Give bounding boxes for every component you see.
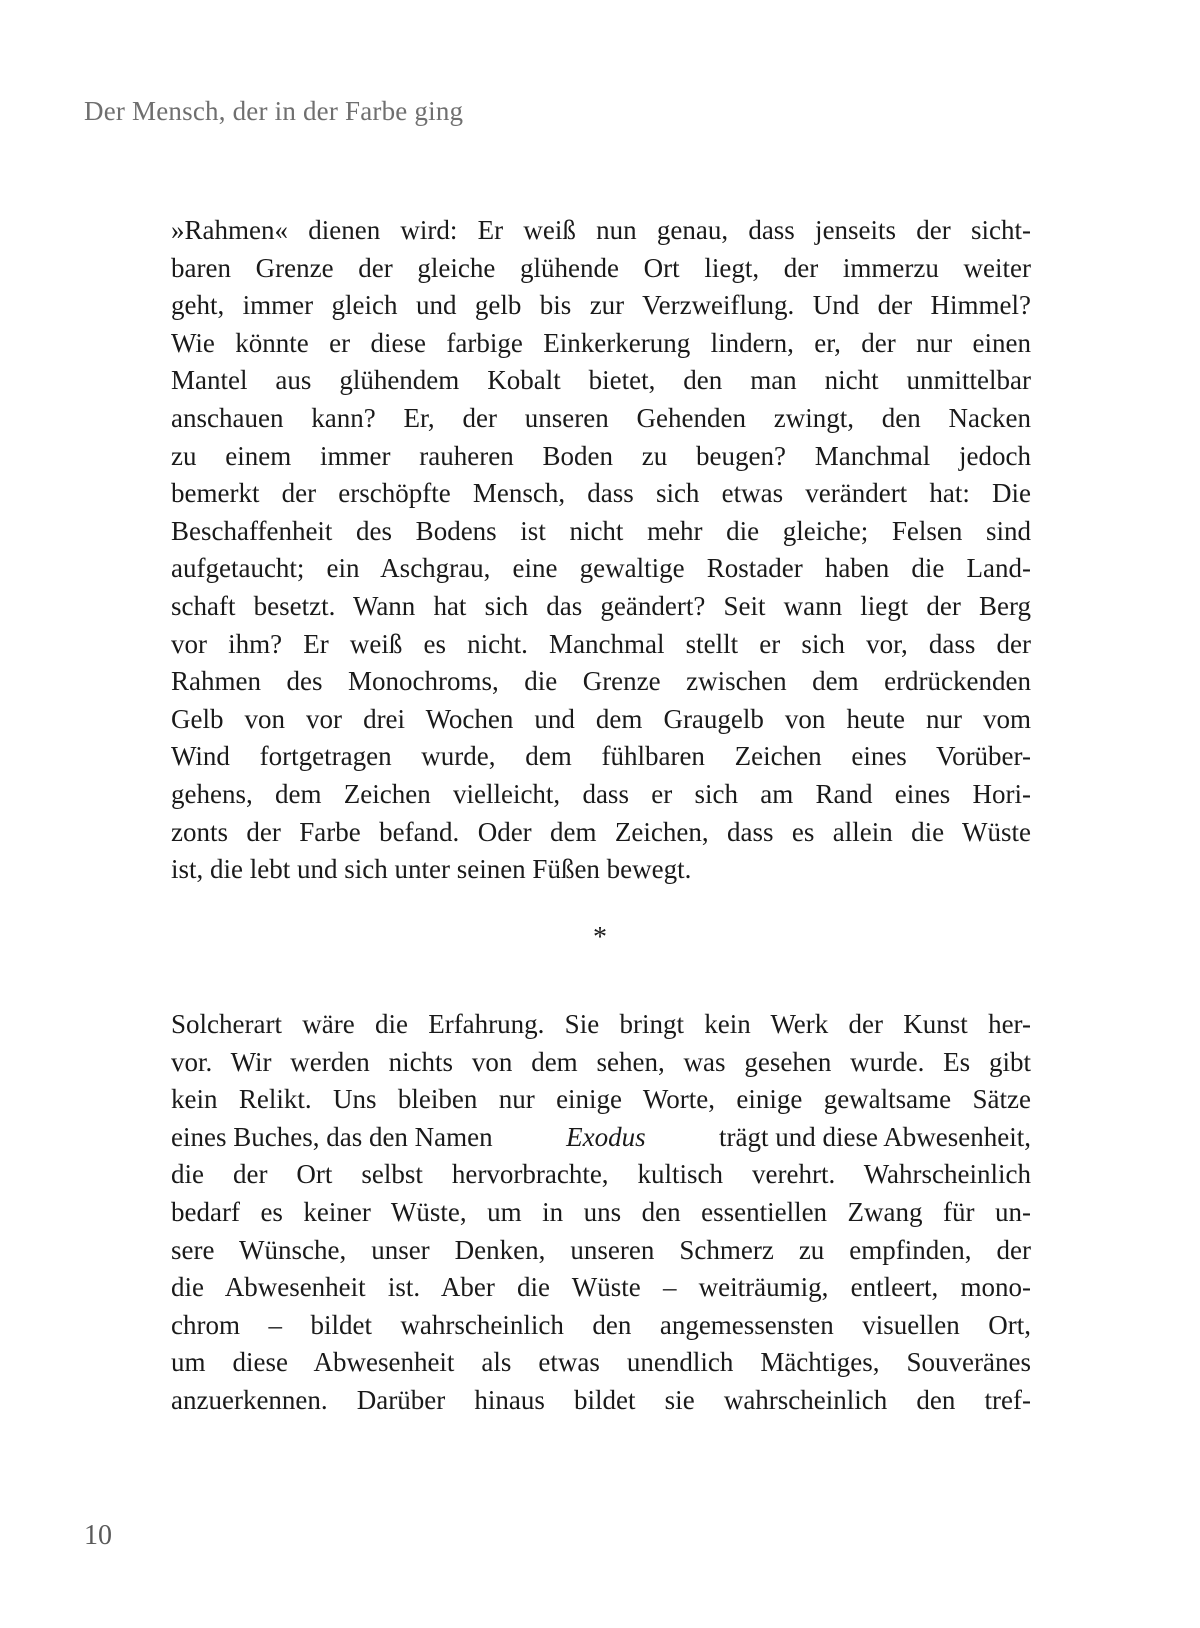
text-line: aufgetaucht; ein Aschgrau, eine gewaltige Rostader haben die Land-	[171, 553, 1031, 584]
text-line: vor ihm? Er weiß es nicht. Manchmal stellt er sich vor, dass der	[171, 628, 1031, 659]
text-line	[171, 1119, 1031, 1157]
text-line: vor. Wir werden nichts von dem sehen, was gesehen wurde. Es gibt	[171, 1046, 1031, 1077]
text-line: anschauen kann? Er, der unseren Gehenden zwingt, den Nacken	[171, 402, 1031, 433]
text-line: Beschaffenheit des Bodens ist nicht mehr die gleiche; Felsen sind	[171, 515, 1031, 546]
text-line: sere Wünsche, unser Denken, unseren Schmerz zu empfinden, der	[171, 1234, 1031, 1265]
text-line: kein Relikt. Uns bleiben nur einige Worte, einige gewaltsame Sätze	[171, 1084, 1031, 1115]
text-line: Mantel aus glühendem Kobalt bietet, den man nicht unmittelbar	[171, 365, 1031, 396]
text-line: zu einem immer rauheren Boden zu beugen? Manchmal jedoch	[171, 440, 1031, 471]
text-line: ist, die lebt und sich unter seinen Füßen bewegt.	[171, 854, 692, 885]
text-line: Wie könnte er diese farbige Einkerkerung lindern, er, der nur einen	[171, 327, 1031, 358]
text-line: zonts der Farbe befand. Oder dem Zeichen, dass es allein die Wüste	[171, 816, 1031, 847]
section-separator: *	[593, 922, 607, 953]
text-line: bemerkt der erschöpfte Mensch, dass sich etwas verändert hat: Die	[171, 478, 1031, 509]
text-line: »Rahmen« dienen wird: Er weiß nun genau, dass jenseits der sicht-	[171, 215, 1031, 245]
text-line: schaft besetzt. Wann hat sich das geändert? Seit wann liegt der Berg	[171, 590, 1031, 621]
running-head: Der Mensch, der in der Farbe ging	[84, 96, 464, 126]
paragraph-1	[171, 212, 1031, 889]
text-line: baren Grenze der gleiche glühende Ort liegt, der immerzu weiter	[171, 252, 1031, 283]
book-title-italic: Exodus	[566, 1121, 646, 1152]
paragraph-2	[171, 1006, 1031, 1420]
text-line: die Abwesenheit ist. Aber die Wüste – weiträumig, entleert, mono-	[171, 1272, 1031, 1303]
text-line: Rahmen des Monochroms, die Grenze zwischen dem erdrückenden	[171, 666, 1031, 697]
text-line: chrom – bildet wahrscheinlich den angemessensten visuellen Ort,	[171, 1309, 1031, 1340]
text-line: Wind fortgetragen wurde, dem fühlbaren Zeichen eines Vorüber-	[171, 741, 1031, 772]
text-segment: trägt und diese Abwesenheit,	[719, 1121, 1031, 1152]
text-line: um diese Abwesenheit als etwas unendlich Mächtiges, Souveränes	[171, 1347, 1031, 1378]
text-line: anzuerkennen. Darüber hinaus bildet sie wahrscheinlich den tref-	[171, 1384, 1031, 1415]
text-line: Gelb von vor drei Wochen und dem Graugelb von heute nur vom	[171, 703, 1031, 734]
text-line: gehens, dem Zeichen vielleicht, dass er sich am Rand eines Hori-	[171, 778, 1031, 809]
text-segment: eines Buches, das den Namen	[171, 1121, 493, 1152]
text-line: bedarf es keiner Wüste, um in uns den essentiellen Zwang für un-	[171, 1196, 1031, 1227]
page-number: 10	[84, 1520, 112, 1551]
text-line: geht, immer gleich und gelb bis zur Verzweiflung. Und der Himmel?	[171, 290, 1031, 321]
text-line: Solcherart wäre die Erfahrung. Sie bringt kein Werk der Kunst her-	[171, 1009, 1031, 1039]
text-line: die der Ort selbst hervorbrachte, kultisch verehrt. Wahrscheinlich	[171, 1159, 1031, 1190]
